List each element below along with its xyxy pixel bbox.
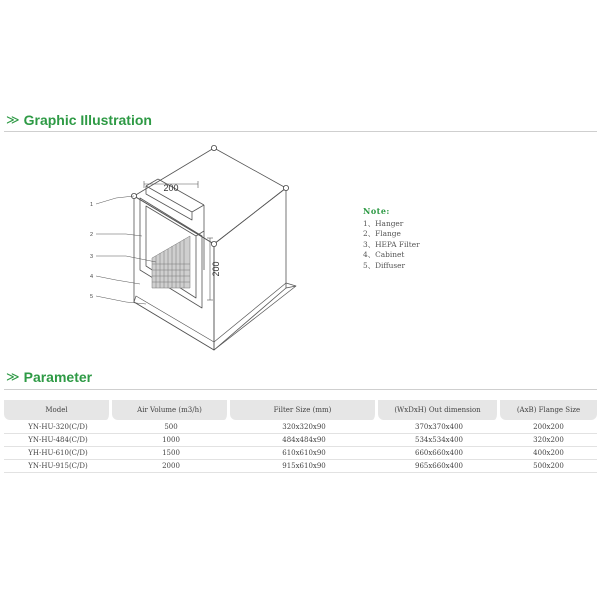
hanger-icon <box>211 145 216 150</box>
table-cell: 400x200 <box>500 447 597 460</box>
table-cell: 200x200 <box>500 420 597 434</box>
dimension-width-label: 200 <box>163 183 179 193</box>
callout-leader <box>96 234 142 236</box>
note-item: 2、Flange <box>363 229 401 239</box>
table-row <box>4 460 597 473</box>
table-cell: YN-HU-484(C/D) <box>4 434 112 447</box>
table-header-row <box>4 400 597 420</box>
cabinet-top-face <box>134 148 286 244</box>
note-item: 1、Hanger <box>363 218 404 228</box>
callout-number: 1 <box>90 202 94 208</box>
callout-number: 5 <box>90 294 94 300</box>
parameter-heading <box>6 369 92 385</box>
table-cell: 320x200 <box>500 434 597 447</box>
callout-number: 3 <box>90 254 94 260</box>
table-cell: 370x370x400 <box>378 420 500 434</box>
double-chevron-icon: ≫ <box>6 369 18 384</box>
table-row <box>4 434 597 447</box>
table-cell: 500 <box>112 420 230 434</box>
table-row <box>4 447 597 460</box>
table-cell: YN-HU-915(C/D) <box>4 460 112 473</box>
table-cell: YH-HU-610(C/D) <box>4 447 112 460</box>
table-cell: 1000 <box>112 434 230 447</box>
table-cell: 484x484x90 <box>230 434 378 447</box>
notes-legend <box>363 206 420 272</box>
note-item: 3、HEPA Filter <box>363 239 420 249</box>
header-model: Model <box>4 400 112 420</box>
hepa-filter-mesh <box>152 236 190 288</box>
note-item: 4、Cabinet <box>363 250 405 260</box>
callout-leader <box>96 276 140 284</box>
table-cell: 660x660x400 <box>378 447 500 460</box>
header-out-dimension: (WxDxH) Out dimension <box>378 400 500 420</box>
table-cell: 915x610x90 <box>230 460 378 473</box>
section-title: Parameter <box>23 369 93 385</box>
section-divider <box>4 389 597 390</box>
hepa-box-illustration <box>86 138 326 360</box>
callout-leader <box>96 256 156 262</box>
header-flange-size: (AxB) Flange Size <box>500 400 597 420</box>
note-item: 5、Diffuser <box>363 260 406 270</box>
header-filter-size: Filter Size (mm) <box>230 400 378 420</box>
section-divider <box>4 131 597 132</box>
table-cell: 2000 <box>112 460 230 473</box>
header-air-volume: Air Volume (m3/h) <box>112 400 230 420</box>
notes-title: Note: <box>363 206 390 216</box>
table-cell: YN-HU-320(C/D) <box>4 420 112 434</box>
table-cell: 1500 <box>112 447 230 460</box>
table-cell: 534x534x400 <box>378 434 500 447</box>
callout-number: 4 <box>90 274 94 280</box>
table-row <box>4 420 597 434</box>
section-title: Graphic Illustration <box>23 112 152 128</box>
graphic-illustration-heading <box>6 112 152 128</box>
callout-number: 2 <box>90 232 94 238</box>
parameter-table <box>4 400 597 473</box>
dimension-height-label: 200 <box>211 261 221 277</box>
table-cell: 320x320x90 <box>230 420 378 434</box>
table-cell: 500x200 <box>500 460 597 473</box>
callout-leader <box>96 196 134 204</box>
diffuser-plate <box>134 283 296 350</box>
hanger-icon <box>283 185 288 190</box>
double-chevron-icon: ≫ <box>6 112 18 127</box>
table-cell: 965x660x400 <box>378 460 500 473</box>
table-cell: 610x610x90 <box>230 447 378 460</box>
cabinet-side-face <box>214 188 286 350</box>
hanger-icon <box>211 241 216 246</box>
